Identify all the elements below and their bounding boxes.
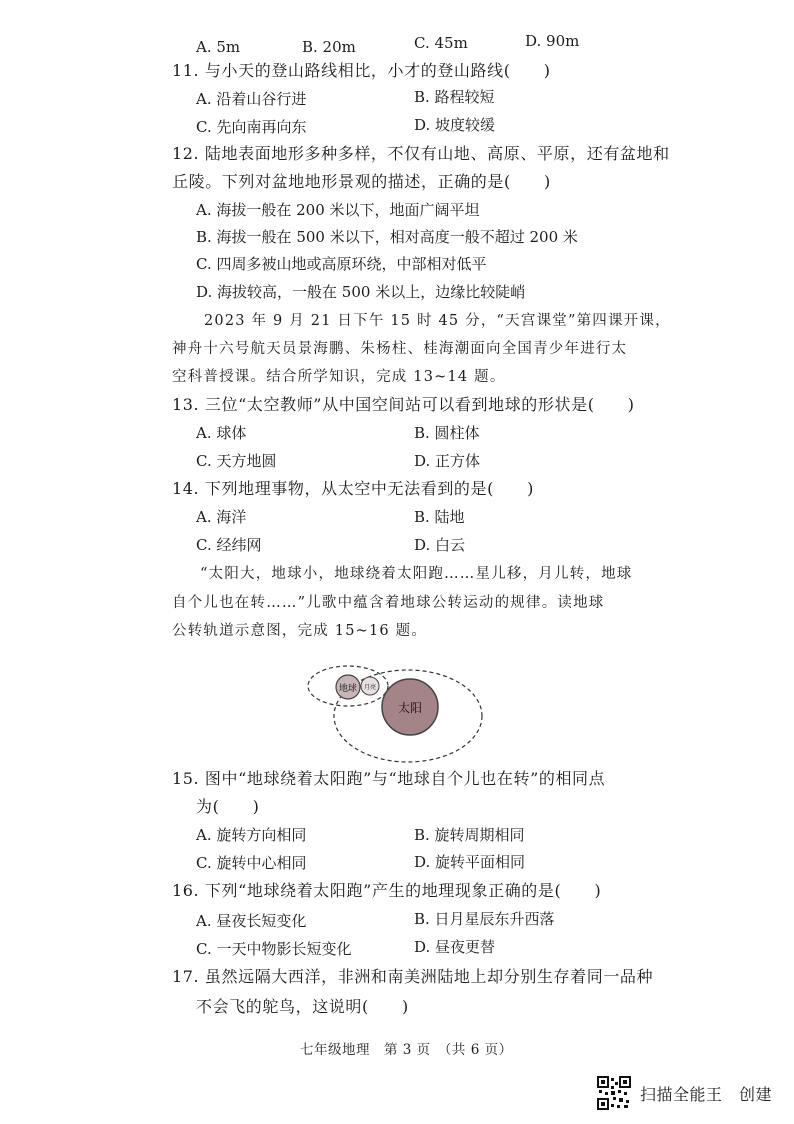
q15-option-a: A. 旋转方向相同 [196,826,307,844]
q17-stem-line-2: 不会飞的鸵鸟，这说明( ) [196,997,409,1016]
q16-option-c: C. 一天中物影长短变化 [196,940,352,958]
q14-option-d: D. 白云 [414,536,466,554]
q16-option-a: A. 昼夜长短变化 [196,912,307,930]
scanner-watermark: 扫描全能王 创建 [640,1085,773,1104]
passage-1-line-3: 空科普授课。结合所学知识，完成 13~14 题。 [172,369,506,385]
q15-stem-line-2: 为( ) [196,797,260,816]
passage-2-line-3: 公转轨道示意图，完成 15~16 题。 [172,623,428,639]
q13-option-b: B. 圆柱体 [414,424,480,442]
q11-option-a: A. 沿着山谷行进 [196,90,307,108]
q12-option-d: D. 海拔较高，一般在 500 米以上，边缘比较陡峭 [196,283,526,301]
q15-stem-line-1: 15. 图中“地球绕着太阳跑”与“地球自个儿也在转”的相同点 [172,769,606,788]
passage-2-line-1: “太阳大，地球小，地球绕着太阳跑……星儿移，月儿转，地球 [200,566,633,582]
q15-option-c: C. 旋转中心相同 [196,854,307,872]
q10-option-d: D. 90m [525,32,580,50]
qr-code-icon [597,1076,631,1110]
q12-option-b: B. 海拔一般在 500 米以下，相对高度一般不超过 200 米 [196,228,578,246]
q13-option-c: C. 天方地圆 [196,452,277,470]
q10-option-c: C. 45m [414,34,468,52]
earth-label: 地球 [338,684,358,694]
page-footer: 七年级地理 第 3 页 （共 6 页） [300,1042,513,1058]
q10-option-a: A. 5m [196,38,241,56]
q13-option-a: A. 球体 [196,424,247,442]
q14-option-b: B. 陆地 [414,508,465,526]
q12-stem-line-2: 丘陵。下列对盆地地形景观的描述，正确的是( ) [172,172,551,191]
q14-option-a: A. 海洋 [196,508,247,526]
q13-stem: 13. 三位“太空教师”从中国空间站可以看到地球的形状是( ) [172,395,635,414]
q15-option-d: D. 旋转平面相同 [414,853,526,871]
q17-stem-line-1: 17. 虽然远隔大西洋，非洲和南美洲陆地上却分别生存着同一品种 [172,967,654,986]
q12-stem-line-1: 12. 陆地表面地形多种多样，不仅有山地、高原、平原，还有盆地和 [172,144,670,163]
q10-option-b: B. 20m [302,38,356,56]
sun-label: 太阳 [397,701,423,715]
q11-stem: 11. 与小天的登山路线相比，小才的登山路线( ) [172,61,551,80]
q16-stem: 16. 下列“地球绕着太阳跑”产生的地理现象正确的是( ) [172,881,602,900]
q14-option-c: C. 经纬网 [196,536,262,554]
passage-1-line-1: 2023 年 9 月 21 日下午 15 时 45 分，“天宫课堂”第四课开课， [204,313,671,329]
q11-option-c: C. 先向南再向东 [196,118,307,136]
q13-option-d: D. 正方体 [414,452,481,470]
passage-1-line-2: 神舟十六号航天员景海鹏、朱杨柱、桂海潮面向全国青少年进行太 [172,341,628,357]
passage-2-line-2: 自个儿也在转……”儿歌中蕴含着地球公转运动的规律。读地球 [172,595,605,611]
q15-option-b: B. 旋转周期相同 [414,826,525,844]
q11-option-b: B. 路程较短 [414,88,495,106]
q16-option-d: D. 昼夜更替 [414,938,496,956]
moon-label: 月亮 [363,684,377,691]
orbit-diagram [304,652,484,764]
q16-option-b: B. 日月星辰东升西落 [414,910,555,928]
q14-stem: 14. 下列地理事物，从太空中无法看到的是( ) [172,479,535,498]
q11-option-d: D. 坡度较缓 [414,116,496,134]
q12-option-c: C. 四周多被山地或高原环绕，中部相对低平 [196,255,487,273]
q12-option-a: A. 海拔一般在 200 米以下，地面广阔平坦 [196,201,480,219]
